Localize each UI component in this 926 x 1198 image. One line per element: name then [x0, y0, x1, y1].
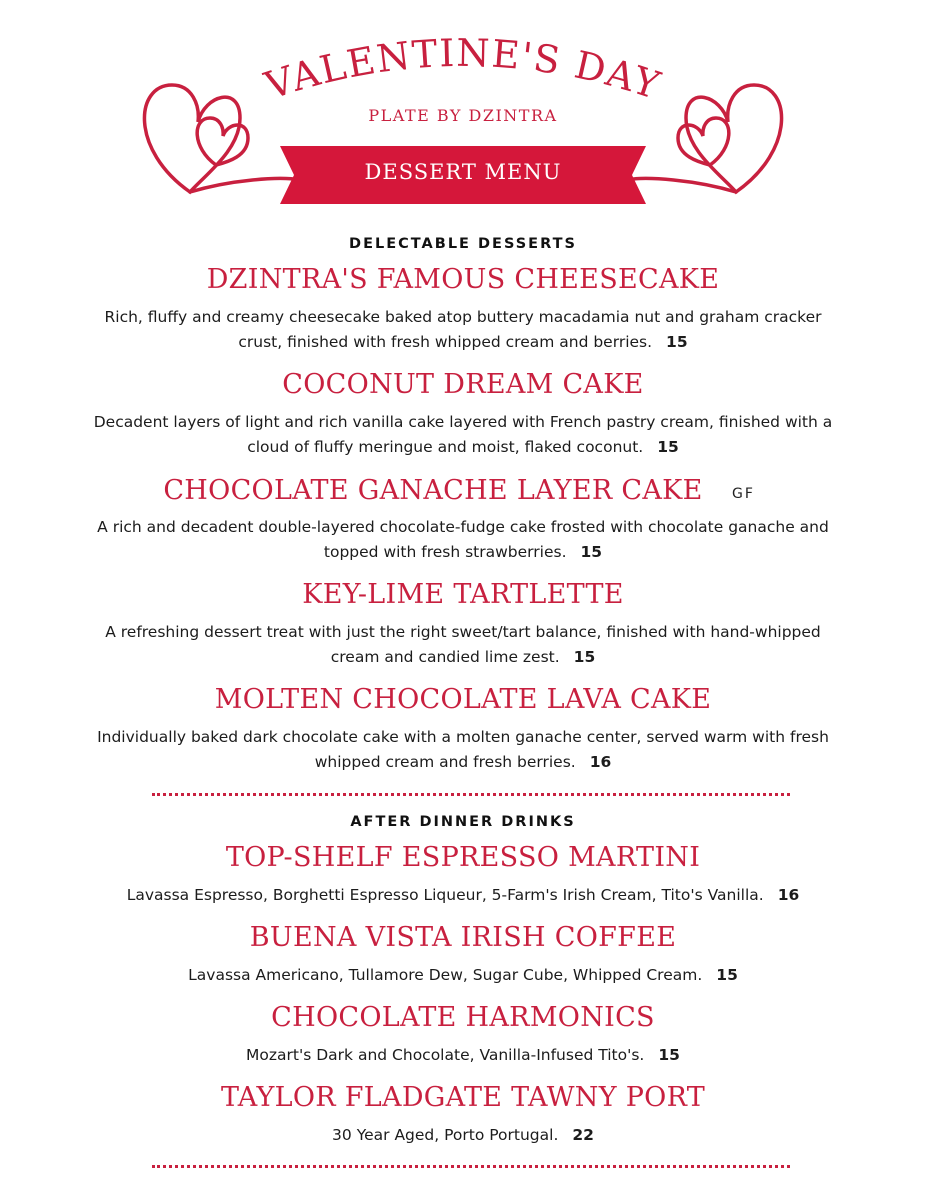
banner-label: DESSERT MENU: [364, 160, 562, 184]
section-label-desserts: DELECTABLE DESSERTS: [349, 236, 577, 252]
item-title: CHOCOLATE GANACHE LAYER CAKE: [163, 475, 703, 506]
item-description: Individually baked dark chocolate cake with a molten ganache center, served warm with fresh whipped cream and fresh berries. 16: [97, 728, 829, 771]
item-title: TOP-SHELF ESPRESSO MARTINI: [225, 842, 701, 873]
item-description: Lavassa Espresso, Borghetti Espresso Liqueur, 5-Farm's Irish Cream, Tito's Vanilla. 16: [126, 886, 800, 904]
dotted-divider: [152, 793, 790, 796]
item-price: 16: [589, 753, 612, 771]
item-price: 15: [658, 1046, 680, 1064]
item-price: 15: [573, 648, 596, 666]
item-description: A rich and decadent double-layered chocolate-fudge cake frosted with chocolate ganache and topped with fresh strawberries. 15: [97, 518, 829, 561]
item-description: Mozart's Dark and Chocolate, Vanilla-Infused Tito's. 15: [246, 1046, 680, 1064]
item-price: 16: [777, 886, 800, 904]
item-price: 15: [666, 333, 688, 351]
item-title: MOLTEN CHOCOLATE LAVA CAKE: [214, 684, 712, 715]
item-title: KEY-LIME TARTLETTE: [302, 579, 624, 610]
item-description: Rich, fluffy and creamy cheesecake baked atop buttery macadamia nut and graham cracker crust, finished with fresh whipped cream and berries. 15: [104, 308, 822, 351]
section-label-drinks: AFTER DINNER DRINKS: [350, 814, 576, 830]
item-price: 15: [580, 543, 603, 561]
item-description: Lavassa Americano, Tullamore Dew, Sugar Cube, Whipped Cream. 15: [188, 966, 738, 984]
item-price: 15: [657, 438, 679, 456]
item-title: COCONUT DREAM CAKE: [282, 369, 644, 400]
item-title: TAYLOR FLADGATE TAWNY PORT: [220, 1082, 706, 1113]
dotted-divider: [152, 1165, 790, 1168]
item-title: BUENA VISTA IRISH COFFEE: [249, 922, 677, 953]
item-price: 15: [716, 966, 738, 984]
menu-header: [0, 0, 926, 230]
menu-title: VALENTINE'S DAY: [259, 30, 667, 109]
item-title: DZINTRA'S FAMOUS CHEESECAKE: [206, 264, 720, 295]
item-title: CHOCOLATE HARMONICS: [271, 1002, 655, 1033]
item-price: 22: [572, 1126, 594, 1144]
item-description: Decadent layers of light and rich vanilla cake layered with French pastry cream, finished with a cloud of fluffy meringue and moist, flaked coconut. 15: [93, 413, 833, 456]
menu-subtitle: PLATE BY DZINTRA: [368, 106, 558, 125]
item-description: A refreshing dessert treat with just the right sweet/tart balance, finished with hand-whipped cream and candied lime zest. 15: [105, 623, 821, 666]
item-description: 30 Year Aged, Porto Portugal. 22: [332, 1126, 594, 1144]
gluten-free-tag: GF: [732, 486, 755, 502]
